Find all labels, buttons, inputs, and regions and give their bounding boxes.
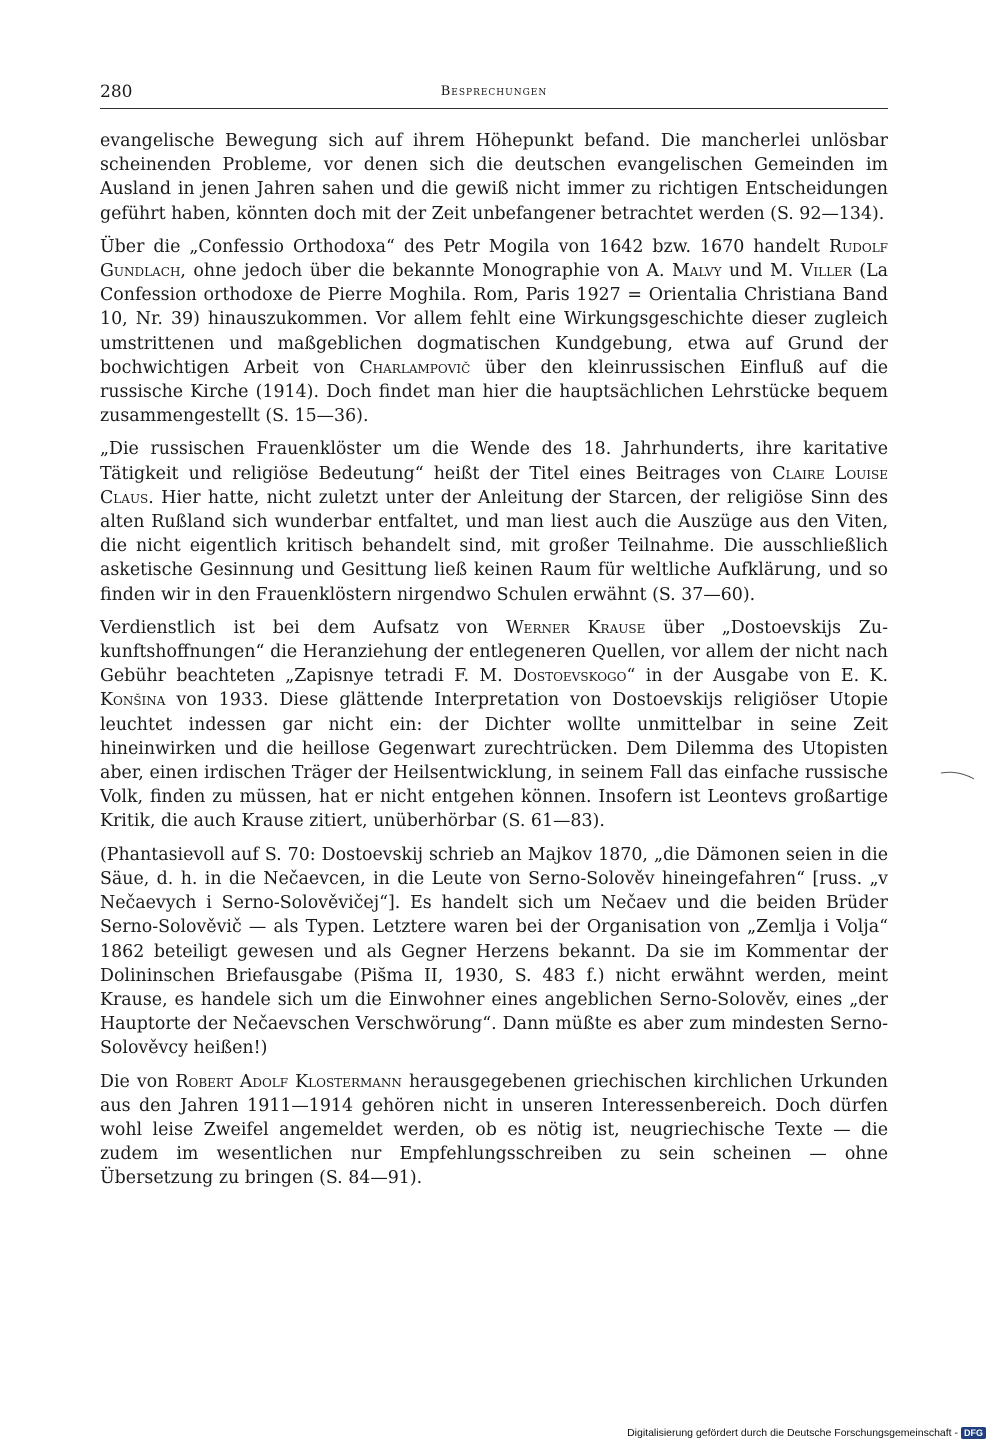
paragraph (100, 437, 888, 606)
author-name: Dostoevskogo (513, 666, 627, 687)
review-body (100, 129, 888, 1200)
margin-pencil-mark (940, 770, 975, 780)
text-segment: (La Confession orthodoxe de Pierre Moghila. Rom, Paris 1927 = Orientalia Christiana Band 10, Nr. 39) hinauszukommen. Vor allem fehlt eine Wirkungsgeschichte dieser zugleich umstrittenen und maßgeblichen dogmatischen Kundgebung, etwa auf Grund der bochwichtigen Arbeit von (100, 261, 889, 378)
author-name: Viller (800, 261, 852, 282)
paragraph (100, 235, 888, 429)
paragraph (100, 616, 888, 834)
dfg-logo: DFG (961, 1427, 986, 1439)
text-segment: herausgegebenen griechischen kirchlichen Urkunden aus den Jahren 1911—1914 gehören nicht in unseren Interessenbereich. Doch dürfen wohl leise Zweifel angemeldet werden, ob es nötig ist, neugriechische Texte — die zudem im wesentlichen nur Empfehlungsschreiben zu sein scheinen — ohne Übersetzung zu bringen (S. 84—91). (100, 1071, 888, 1189)
text-segment: „Die russischen Frauenklöster um die Wende des 18. Jahrhunderts, ihre karitative Tätigkeit und religiöse Bedeutung“ heißt der Titel eines Beitrages von (100, 439, 888, 484)
author-name: Claire Louise Claus (100, 463, 888, 508)
author-name: Malvy (671, 261, 722, 282)
text-segment: Verdienstlich ist bei dem Aufsatz von (100, 617, 506, 638)
paragraph (100, 843, 888, 1061)
digitization-footer (627, 1427, 986, 1439)
text-segment: von 1933. Diese glättende Interpretation von Dostoevskijs religiöser Utopie leuchtet indessen gar nicht ein: der Dichter wollte unmittelbar in seine Zeit hineinwirken und die heillose Gegenwart zurechtrücken. Dem Dilemma des Utopisten aber, einen irdischen Träger der Heilsentwicklung, in seinem Fall das einfache russische Volk, finden zu müssen, hat er nicht entgehen können. Insofern ist Leontevs großartige Kritik, die auch Krause zitiert, unüberhörbar (S. 61—83). (100, 690, 888, 832)
text-segment: . Hier hatte, nicht zuletzt unter der Anleitung der Starcen, der religiöse Sinn des alten Rußland sich wunderbar entfaltet, und man liest auch die Auszüge aus den Viten, die nicht eigentlich kritisch behandelt sind, mit großer Teilnahme. Die ausschließlich asketische Gesinnung und Gesittung ließ keinen Raum für weltliche Aufklärung, und so finden wir in den Frauenklöstern nirgendwo Schulen erwähnt (S. 37—60). (100, 487, 888, 605)
footer-credit: Digitalisierung gefördert durch die Deutsche Forschungsgemeinschaft - (627, 1427, 958, 1439)
text-segment: Über die „Confessio Orthodoxa“ des Petr Mogila von 1642 bzw. 1670 handelt (100, 236, 830, 257)
text-segment: “ in der Ausgabe von E. K. (626, 666, 889, 687)
text-segment: über „Dostoevskijs Zukunftshoffnungen“ die Heranziehung der entlegeneren Quellen, vor allem der nicht nach Gebühr beachteten „Zapisnye tetradi F. M. (100, 617, 888, 687)
running-head: Besprechungen (440, 84, 548, 99)
page-header (100, 80, 888, 109)
text-segment: und M. (721, 261, 801, 282)
author-name: Charlampovič (359, 357, 471, 378)
paragraph (100, 129, 888, 226)
text-segment: evangelische Bewegung sich auf ihrem Höhepunkt befand. Die mancherlei unlösbar scheinenden Probleme, vor denen sich die deutschen evangelischen Gemeinden im Ausland in jenen Jahren sahen und die gewiß nicht immer zu richtigen Entscheidungen geführt haben, könnten doch mit der Zeit unbefangener betrachtet werden (S. 92—134). (100, 131, 888, 224)
text-segment: , ohne jedoch über die bekannte Monographie von A. (180, 261, 672, 282)
text-segment: über den kleinrussischen Einfluß auf die russische Kirche (1914). Doch findet man hier die hauptsächlichen Lehrstücke bequem zusammengestellt (S. 15—36). (100, 357, 888, 427)
author-name: Robert Adolf Klostermann (175, 1071, 402, 1092)
author-name: Rudolf Gundlach (100, 236, 888, 282)
page-number: 280 (100, 82, 133, 102)
text-segment: (Phantasievoll auf S. 70: Dostoevskij schrieb an Majkov 1870, „die Dämonen seien in die Säue, d. h. in die Nečaevcen, in die Leute von Serno-Solověv hineingefahren“ [russ. „v Nečaevych i Serno-Solověvičej“]. Es handelt sich um Nečaev und die beiden Brüder Serno-Solověvič — als Typen. Letztere waren bei der Organisation von „Zemlja i Volja“ 1862 beteiligt gewesen und als Gegner Herzens bekannt. Da sie im Kommentar der Dolininschen Briefausgabe (Pis̆ma II, 1930, S. 483 f.) nicht erwähnt werden, meint Krause, es handele sich um die Einwohner eines angeblichen Serno-Solověv, eines „der Hauptorte der Nečaevschen Verschwörung“. Dann müßte es aber zum mindesten Serno-Solověvcy heißen!) (100, 844, 888, 1059)
text-segment: Die von (100, 1071, 176, 1092)
author-name: Konšina (100, 690, 166, 711)
author-name: Werner Krause (505, 617, 646, 638)
paragraph (100, 1070, 888, 1191)
